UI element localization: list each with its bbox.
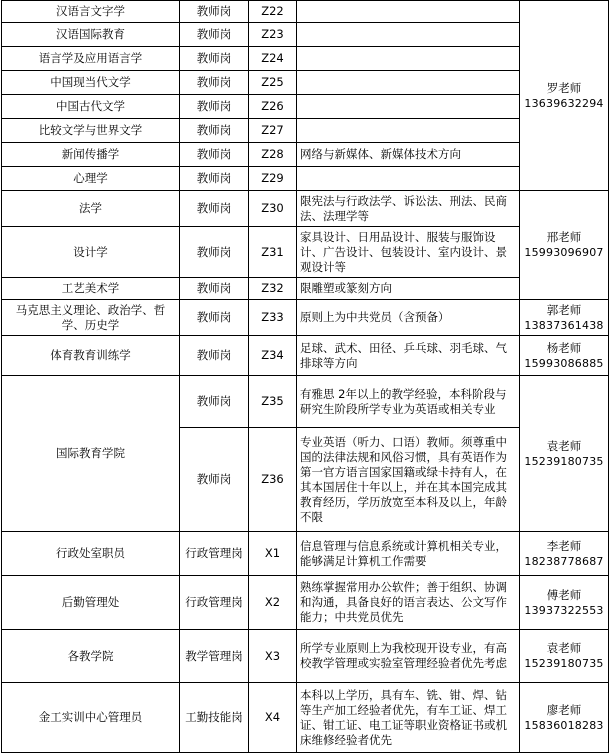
post-code-cell: Z26 [249,95,297,119]
contact-name: 杨老师 [546,340,582,355]
dept-cell: 后勤管理处 [2,576,180,630]
contact-cell [520,576,609,630]
dept-cell: 设计学 [2,227,180,278]
requirement-cell: 原则上为中共党员（含预备） [297,300,520,336]
post-type-cell: 教师岗 [180,167,249,191]
post-type-cell: 教师岗 [180,300,249,336]
table-row [2,119,609,143]
post-code-cell: Z23 [249,23,297,47]
contact-cell [520,532,609,576]
contact-phone: 15836018283 [524,718,604,732]
table-row [2,336,609,376]
post-type-cell: 教师岗 [180,23,249,47]
table-row [2,683,609,753]
requirement-cell [297,95,520,119]
dept-cell: 体育教育训练学 [2,336,180,376]
post-type-cell: 教师岗 [180,71,249,95]
table-row [2,227,609,278]
post-type-cell: 教师岗 [180,428,249,532]
requirement-cell [297,23,520,47]
table-row [2,95,609,119]
contact-phone: 15239180735 [524,454,604,468]
contact-name: 李老师 [546,538,582,553]
contact-name: 袁老师 [546,438,582,453]
table-row [2,576,609,630]
post-type-cell: 教师岗 [180,376,249,428]
post-code-cell: X2 [249,576,297,630]
post-code-cell: X1 [249,532,297,576]
contact-phone: 15993096907 [524,246,604,259]
post-code-cell: Z35 [249,376,297,428]
contact-cell [520,630,609,683]
post-type-cell: 教师岗 [180,278,249,300]
post-code-cell: Z28 [249,143,297,167]
post-type-cell: 教师岗 [180,336,249,376]
post-type-cell: 行政管理岗 [180,532,249,576]
contact-phone: 18238778687 [524,554,604,568]
contact-name: 邢老师 [546,230,582,244]
post-code-cell: Z31 [249,227,297,278]
contact-name: 罗老师 [546,80,582,95]
dept-cell: 比较文学与世界文学 [2,119,180,143]
dept-cell: 行政处室职员 [2,532,180,576]
contact-name: 廖老师 [546,702,582,717]
contact-cell [520,336,609,376]
contact-name: 袁老师 [546,641,582,655]
contact-phone: 15239180735 [524,657,604,670]
table-row [2,143,609,167]
dept-cell: 汉语言文字学 [2,1,180,23]
recruitment-table [1,0,609,753]
dept-cell: 语言学及应用语言学 [2,47,180,71]
contact-cell [520,1,609,191]
dept-cell: 国际教育学院 [2,376,180,532]
post-type-cell: 教师岗 [180,1,249,23]
requirement-cell [297,119,520,143]
dept-cell: 心理学 [2,167,180,191]
post-type-cell: 教学管理岗 [180,630,249,683]
dept-cell: 中国古代文学 [2,95,180,119]
dept-cell: 汉语国际教育 [2,23,180,47]
table-row [2,47,609,71]
post-code-cell: Z22 [249,1,297,23]
table-row [2,71,609,95]
post-code-cell: Z24 [249,47,297,71]
contact-phone: 13937322553 [524,603,604,617]
post-code-cell: Z34 [249,336,297,376]
table-row [2,630,609,683]
requirement-cell: 限雕塑或篆刻方向 [297,278,520,300]
dept-cell: 各教学院 [2,630,180,683]
requirement-cell: 限宪法与行政法学、诉讼法、刑法、民商法、法理学等 [297,191,520,227]
table-row [2,23,609,47]
table-row [2,532,609,576]
dept-cell: 工艺美术学 [2,278,180,300]
post-type-cell: 教师岗 [180,95,249,119]
post-type-cell: 教师岗 [180,119,249,143]
requirement-cell [297,47,520,71]
requirement-cell: 家具设计、日用品设计、服装与服饰设计、广告设计、包装设计、室内设计、景观设计等 [297,227,520,278]
post-type-cell: 工勤技能岗 [180,683,249,753]
post-code-cell: Z33 [249,300,297,336]
post-type-cell: 教师岗 [180,191,249,227]
post-type-cell: 教师岗 [180,143,249,167]
post-type-cell: 教师岗 [180,227,249,278]
post-code-cell: Z27 [249,119,297,143]
table-row [2,1,609,23]
contact-name: 傅老师 [546,587,582,602]
table-row [2,376,609,428]
post-code-cell: Z36 [249,428,297,532]
post-type-cell: 行政管理岗 [180,576,249,630]
contact-cell [520,683,609,753]
post-type-cell: 教师岗 [180,47,249,71]
requirement-cell: 熟练掌握常用办公软件；善于组织、协调和沟通，具备良好的语言表达、公文写作能力；中共党员优先 [297,576,520,630]
requirement-cell [297,1,520,23]
table-row [2,167,609,191]
dept-cell: 马克思主义理论、政治学、哲学、历史学 [2,300,180,336]
requirement-cell: 有雅思 2年以上的教学经验，本科阶段与研究生阶段所学专业为英语或相关专业 [297,376,520,428]
contact-name: 郭老师 [546,302,582,317]
requirement-cell: 专业英语（听力、口语）教师。须尊重中国的法律法规和风俗习惯，具有英语作为第一官方语言国家国籍或绿卡持有人，在其本国居住十年以上，并在其本国完成其教育经历，学历放宽至本科及以上，年龄不限 [297,428,520,532]
requirement-cell: 足球、武术、田径、乒乓球、羽毛球、气排球等方向 [297,336,520,376]
requirement-cell: 网络与新媒体、新媒体技术方向 [297,143,520,167]
dept-cell: 中国现当代文学 [2,71,180,95]
post-code-cell: X3 [249,630,297,683]
contact-phone: 15993086885 [524,356,604,370]
post-code-cell: Z32 [249,278,297,300]
contact-cell [520,376,609,532]
requirement-cell [297,167,520,191]
table-row [2,278,609,300]
dept-cell: 金工实训中心管理员 [2,683,180,753]
post-code-cell: X4 [249,683,297,753]
contact-cell [520,191,609,300]
contact-cell [520,300,609,336]
contact-phone: 13837361438 [524,318,604,332]
dept-cell: 新闻传播学 [2,143,180,167]
table-row [2,300,609,336]
dept-cell: 法学 [2,191,180,227]
post-code-cell: Z29 [249,167,297,191]
contact-phone: 13639632294 [524,96,604,110]
requirement-cell: 所学专业原则上为我校现开设专业，有高校教学管理或实验室管理经验者优先考虑 [297,630,520,683]
table-row [2,191,609,227]
requirement-cell: 信息管理与信息系统或计算机相关专业，能够满足计算机工作需要 [297,532,520,576]
post-code-cell: Z25 [249,71,297,95]
post-code-cell: Z30 [249,191,297,227]
requirement-cell [297,71,520,95]
requirement-cell: 本科以上学历，具有车、铣、钳、焊、钻等生产加工经验者优先，有车工证、焊工证、钳工证、电工证等职业资格证书或机床维修经验者优先 [297,683,520,753]
